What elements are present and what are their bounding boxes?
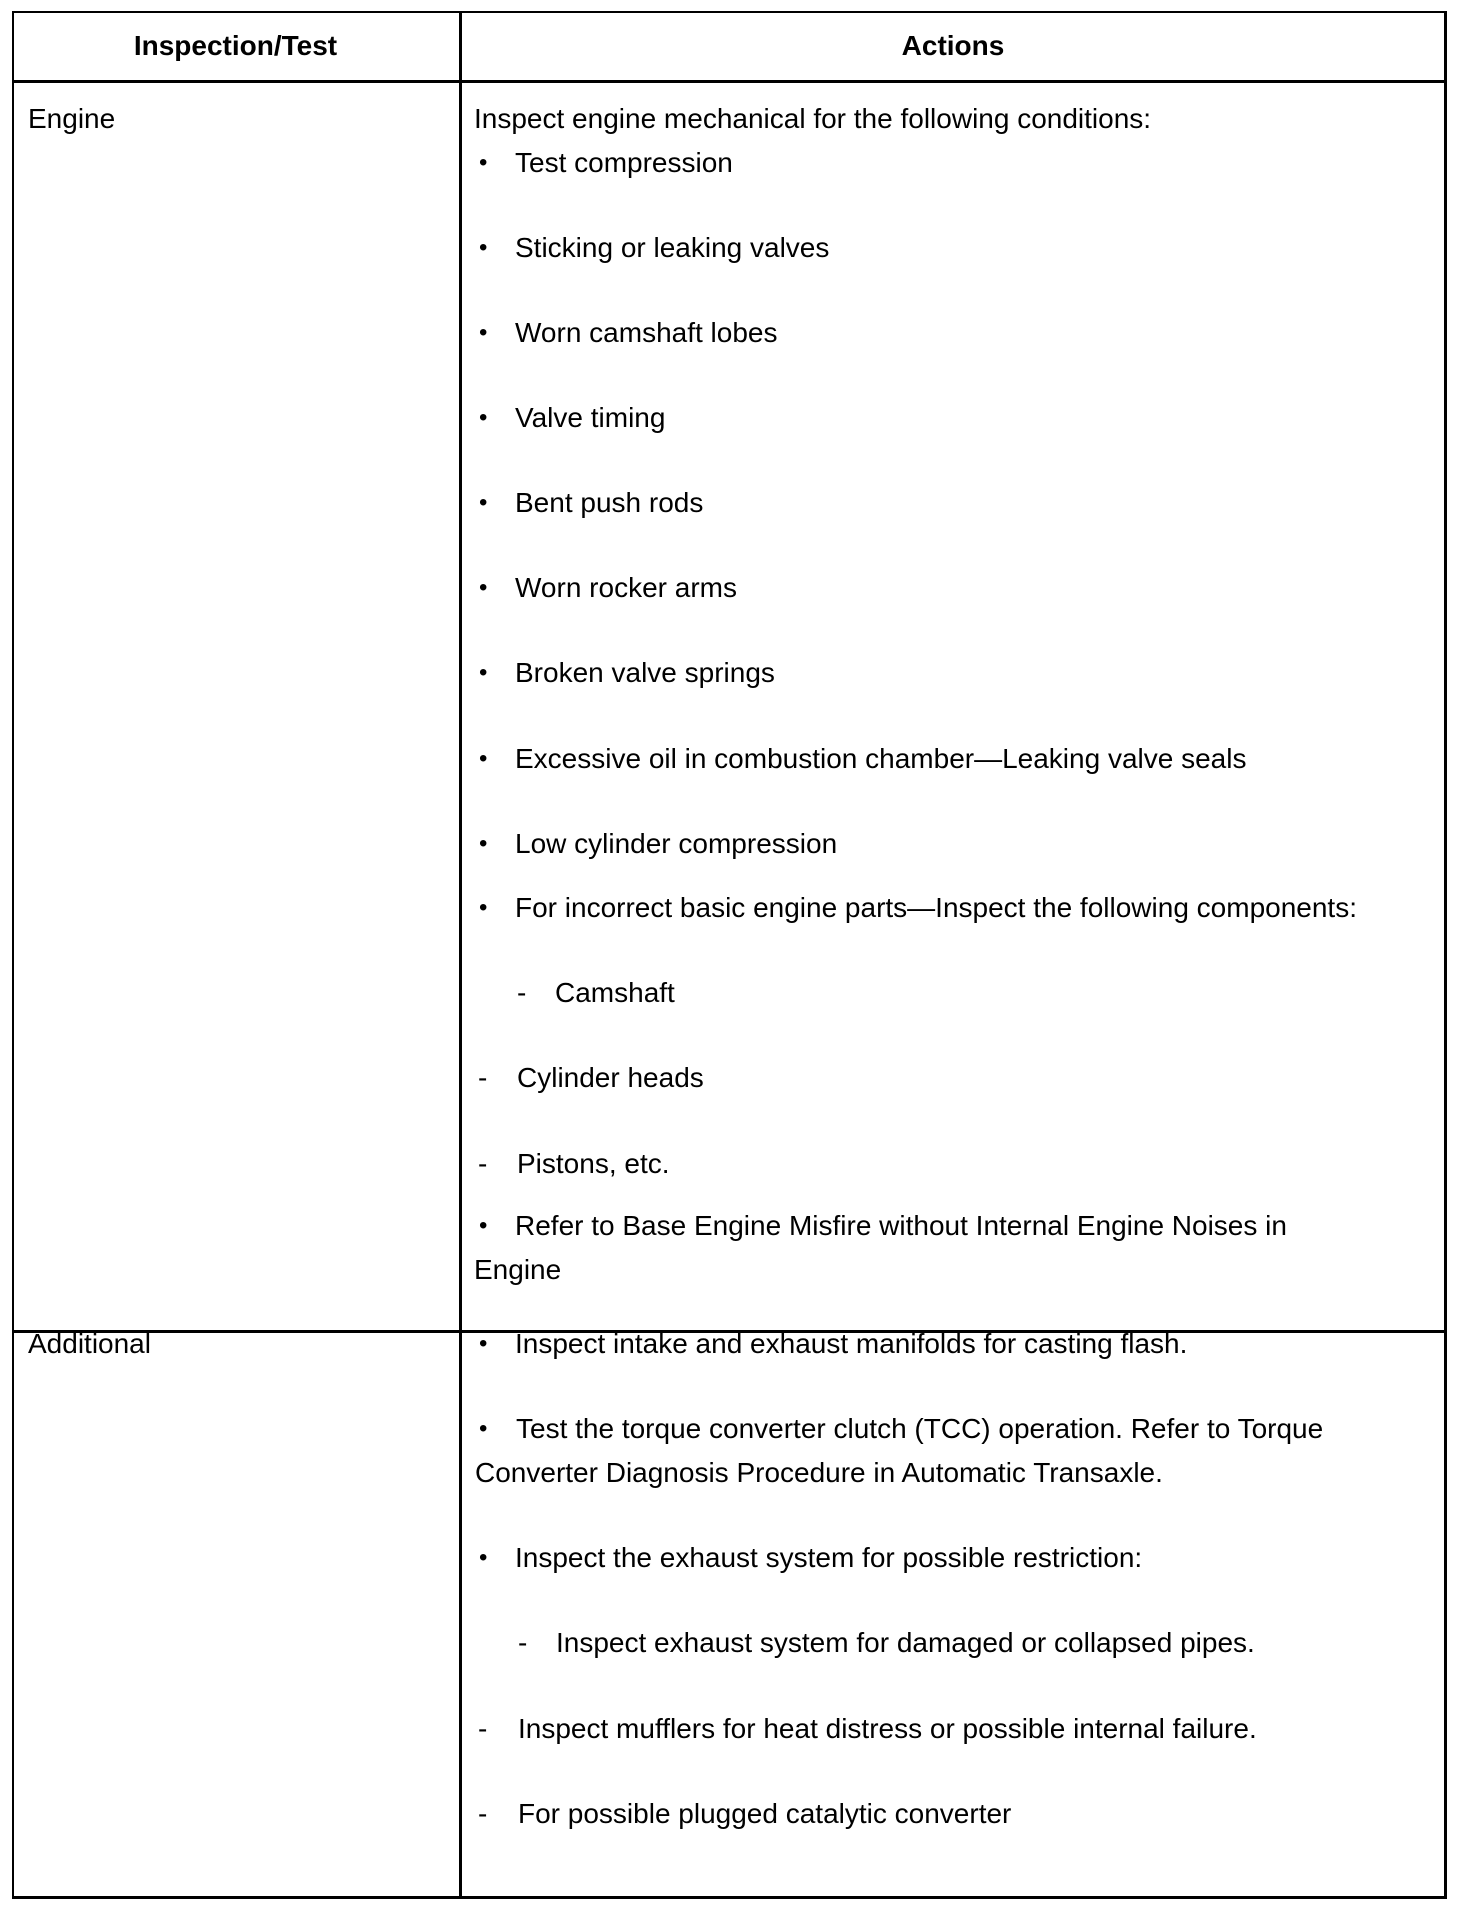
engine-item: Sticking or leaking valves [515, 232, 830, 263]
dash-icon: - [478, 1798, 488, 1829]
engine-item: Test compression [515, 147, 733, 178]
bullet-icon: • [479, 1330, 488, 1357]
additional-item: Inspect intake and exhaust manifolds for casting flash. [515, 1328, 1188, 1359]
additional-item: Inspect the exhaust system for possible restriction: [515, 1542, 1143, 1573]
bullet-icon: • [479, 1544, 488, 1571]
bullet-icon: • [479, 745, 488, 772]
bullet-icon: • [479, 574, 488, 601]
table-border-left [12, 11, 14, 1899]
engine-refer-line2: Engine [474, 1254, 562, 1285]
header-actions: Actions [901, 30, 1005, 61]
engine-item: Bent push rods [515, 487, 704, 518]
row-label-engine: Engine [28, 103, 116, 134]
header-inspection-test: Inspection/Test [133, 30, 338, 61]
engine-item: For incorrect basic engine parts—Inspect the following components: [515, 892, 1357, 923]
engine-item: Worn rocker arms [515, 572, 737, 603]
table-border-right [1444, 11, 1447, 1899]
engine-item: Worn camshaft lobes [515, 317, 778, 348]
engine-intro: Inspect engine mechanical for the following conditions: [474, 103, 1152, 134]
engine-item: Excessive oil in combustion chamber—Leaking valve seals [515, 743, 1247, 774]
engine-item: Low cylinder compression [515, 828, 838, 859]
bullet-icon: • [479, 404, 488, 431]
dash-icon: - [518, 1627, 528, 1658]
bullet-icon: • [479, 234, 488, 261]
bullet-icon: • [479, 1212, 488, 1239]
additional-subitem: Inspect exhaust system for damaged or collapsed pipes. [556, 1627, 1255, 1658]
bullet-icon: • [479, 894, 488, 921]
bullet-icon: • [479, 1415, 488, 1442]
additional-item: Converter Diagnosis Procedure in Automatic Transaxle. [475, 1457, 1163, 1488]
dash-icon: - [478, 1062, 488, 1093]
bullet-icon: • [479, 659, 488, 686]
engine-item: Broken valve springs [515, 657, 775, 688]
bullet-icon: • [479, 149, 488, 176]
column-divider [459, 11, 462, 1899]
dash-icon: - [517, 977, 527, 1008]
bullet-icon: • [479, 489, 488, 516]
additional-item: Test the torque converter clutch (TCC) operation. Refer to Torque [516, 1413, 1324, 1444]
inspection-table [12, 11, 1447, 1899]
additional-subitem: Inspect mufflers for heat distress or possible internal failure. [518, 1713, 1257, 1744]
table-border-top [12, 11, 1447, 13]
table-border-bottom [12, 1896, 1447, 1899]
engine-item: Valve timing [515, 402, 666, 433]
bullet-icon: • [479, 319, 488, 346]
engine-subitem: Cylinder heads [517, 1062, 704, 1093]
engine-refer-line1: Refer to Base Engine Misfire without Internal Engine Noises in [515, 1210, 1287, 1241]
header-divider [12, 80, 1447, 83]
row-label-additional: Additional [28, 1328, 151, 1359]
dash-icon: - [478, 1148, 488, 1179]
bullet-icon: • [479, 830, 488, 857]
engine-subitem: Camshaft [555, 977, 675, 1008]
dash-icon: - [478, 1713, 488, 1744]
engine-subitem: Pistons, etc. [517, 1148, 670, 1179]
additional-subitem: For possible plugged catalytic converter [518, 1798, 1012, 1829]
